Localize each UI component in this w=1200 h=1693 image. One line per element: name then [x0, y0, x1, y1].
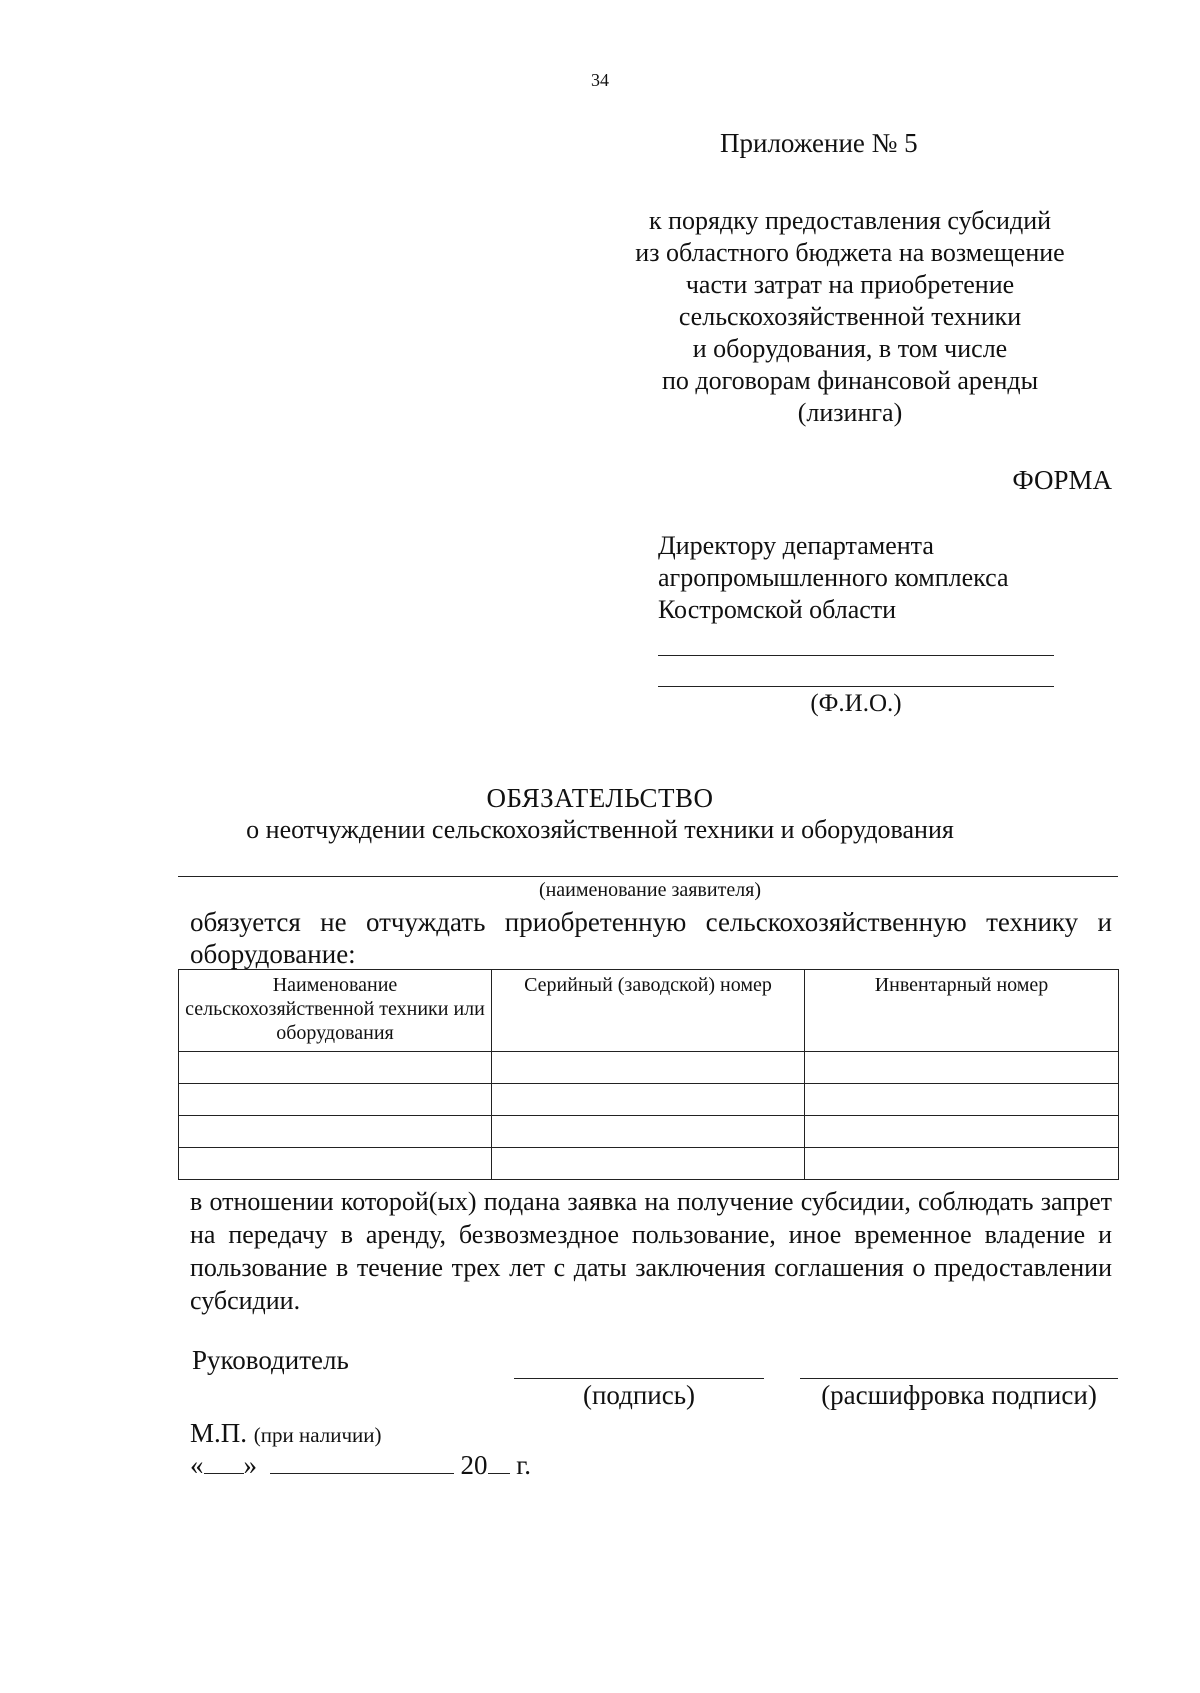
- table-cell[interactable]: [805, 1052, 1119, 1084]
- date-year-prefix: 20: [460, 1450, 488, 1480]
- form-label: ФОРМА: [1012, 465, 1112, 495]
- applicant-name-line[interactable]: [178, 876, 1118, 877]
- appendix-line: сельскохозяйственной техники: [678, 302, 1022, 331]
- table-cell[interactable]: [179, 1084, 492, 1116]
- table-header-row: [179, 970, 1119, 1052]
- equipment-table: [178, 969, 1119, 1180]
- document-subtitle: о неотчуждении сельскохозяйственной техники и оборудования: [246, 815, 954, 844]
- table-cell[interactable]: [179, 1052, 492, 1084]
- table-row: [179, 1084, 1119, 1116]
- table-cell[interactable]: [179, 1116, 492, 1148]
- appendix-line: из областного бюджета на возмещение: [635, 238, 1065, 267]
- date-row: [190, 1450, 531, 1481]
- signature-caption: (подпись): [582, 1380, 696, 1410]
- commitment-line-end: оборудование:: [190, 939, 356, 969]
- addressee-blank-line-2[interactable]: [658, 686, 1054, 687]
- date-day-blank[interactable]: [204, 1451, 244, 1474]
- addressee-line: Костромской области: [658, 595, 897, 624]
- signature-decoding-line[interactable]: [800, 1378, 1118, 1379]
- table-header-inventory-number: Инвентарный номер: [805, 970, 1119, 1052]
- table-cell[interactable]: [179, 1148, 492, 1180]
- appendix-title: Приложение № 5: [720, 128, 918, 158]
- appendix-description: [600, 205, 1100, 429]
- signature-line[interactable]: [514, 1378, 764, 1379]
- table-cell[interactable]: [805, 1148, 1119, 1180]
- table-cell[interactable]: [492, 1084, 805, 1116]
- obligation-paragraph: в отношении которой(ых) подана заявка на получение субсидии, соблюдать запрет на передачу в аренду, безвозмездное пользование, иное временное владение и пользование в течение трех лет с даты заключения соглашения о предоставлении субсидии.: [190, 1187, 1112, 1315]
- addressee-line: агропромышленного комплекса: [658, 563, 1009, 592]
- table-cell[interactable]: [805, 1116, 1119, 1148]
- stamp-note: (при наличии): [253, 1423, 382, 1447]
- table-header-equipment-name: Наименование сельскохозяйственной техники или оборудования: [179, 970, 492, 1052]
- table-row: [179, 1148, 1119, 1180]
- commitment-line: обязуется не отчуждать приобретенную сельскохозяйственную технику и: [190, 907, 1112, 937]
- document-title: ОБЯЗАТЕЛЬСТВО: [486, 783, 714, 813]
- date-close-quote: »: [243, 1450, 257, 1480]
- date-month-blank[interactable]: [270, 1451, 454, 1474]
- table-row: [179, 1052, 1119, 1084]
- applicant-caption: (наименование заявителя): [538, 879, 762, 901]
- table-header-serial-number: Серийный (заводской) номер: [492, 970, 805, 1052]
- appendix-line: по договорам финансовой аренды: [661, 366, 1039, 395]
- head-label: Руководитель: [192, 1345, 349, 1375]
- table-cell[interactable]: [492, 1148, 805, 1180]
- stamp-abbreviation: М.П.: [190, 1418, 248, 1448]
- date-year-blank[interactable]: [488, 1451, 510, 1474]
- table-cell[interactable]: [492, 1116, 805, 1148]
- stamp-label: [190, 1418, 381, 1449]
- appendix-line: части затрат на приобретение: [685, 270, 1015, 299]
- appendix-line: (лизинга): [797, 398, 903, 427]
- appendix-line: к порядку предоставления субсидий: [648, 206, 1052, 235]
- addressee-block: [658, 530, 1009, 626]
- date-open-quote: «: [190, 1450, 204, 1480]
- table-cell[interactable]: [492, 1052, 805, 1084]
- table-row: [179, 1116, 1119, 1148]
- signature-decoding-caption: (расшифровка подписи): [821, 1380, 1097, 1410]
- addressee-blank-line-1[interactable]: [658, 655, 1054, 656]
- addressee-line: Директору департамента: [658, 531, 934, 560]
- date-year-suffix: г.: [516, 1450, 532, 1480]
- page-number: 34: [591, 70, 609, 90]
- appendix-line: и оборудования, в том числе: [692, 334, 1008, 363]
- fio-caption: (Ф.И.О.): [810, 690, 902, 717]
- table-cell[interactable]: [805, 1084, 1119, 1116]
